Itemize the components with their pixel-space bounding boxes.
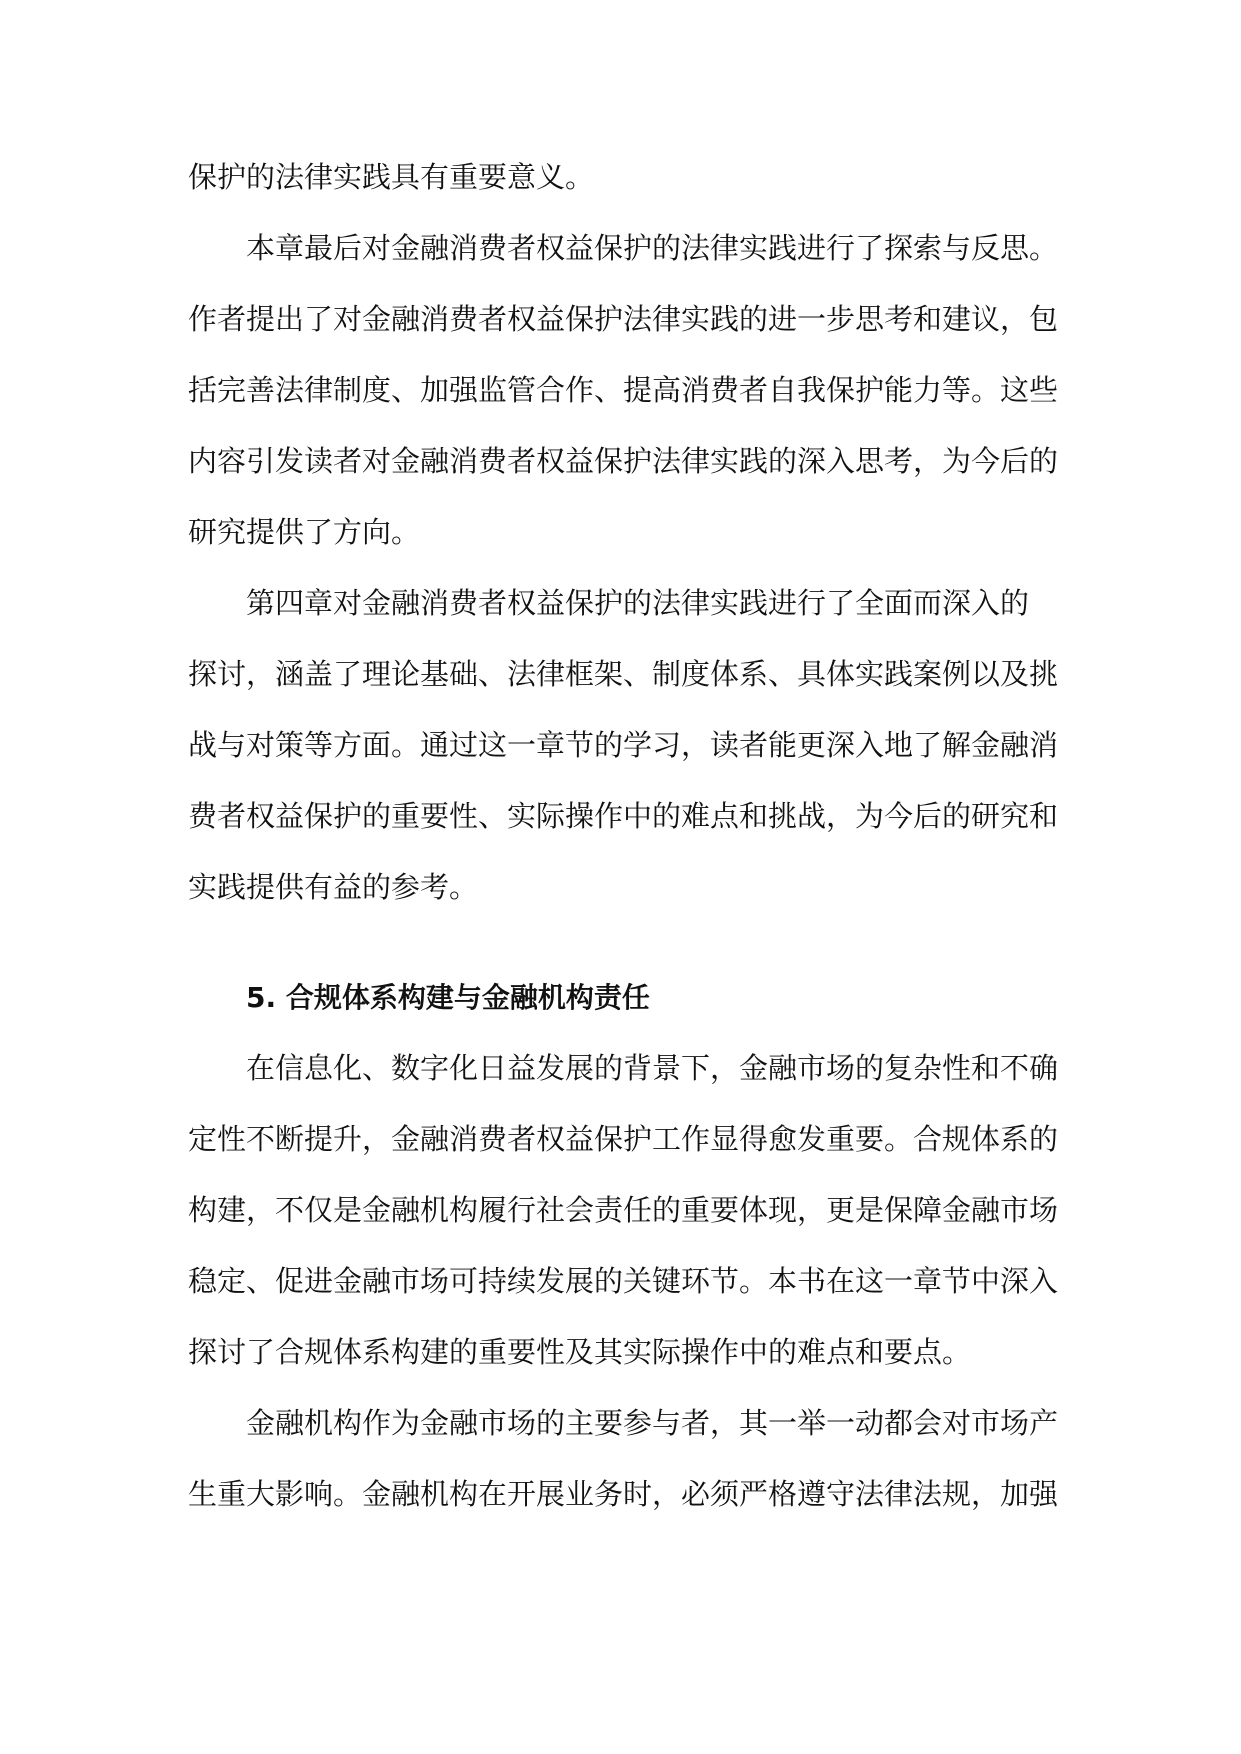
text-line: 金融机构作为金融市场的主要参与者，其一举一动都会对市场产 (246, 1406, 1059, 1440)
text-line: 生重大影响。金融机构在开展业务时，必须严格遵守法律法规，加强 (188, 1477, 1059, 1511)
text-line: 定性不断提升，金融消费者权益保护工作显得愈发重要。合规体系的 (188, 1122, 1059, 1156)
text-line: 探讨了合规体系构建的重要性及其实际操作中的难点和要点。 (188, 1335, 972, 1369)
paragraph-institution-role (188, 1388, 1059, 1530)
text-line: 探讨，涵盖了理论基础、法律框架、制度体系、具体实践案例以及挑 (188, 657, 1059, 691)
text-line: 括完善法律制度、加强监管合作、提高消费者自我保护能力等。这些 (188, 373, 1059, 407)
text-line: 稳定、促进金融市场可持续发展的关键环节。本书在这一章节中深入 (188, 1264, 1059, 1298)
text-line: 本章最后对金融消费者权益保护的法律实践进行了探索与反思。 (246, 231, 1059, 265)
text-line: 实践提供有益的参考。 (188, 870, 479, 904)
paragraph-continuation (188, 142, 1056, 213)
document-body (188, 142, 1059, 1530)
section-spacer (188, 923, 1056, 962)
text-line: 在信息化、数字化日益发展的背景下，金融市场的复杂性和不确 (246, 1051, 1059, 1085)
text-line: 构建，不仅是金融机构履行社会责任的重要体现，更是保障金融市场 (188, 1193, 1059, 1227)
text-line: 研究提供了方向。 (188, 515, 421, 549)
text-line: 战与对策等方面。通过这一章节的学习，读者能更深入地了解金融消 (188, 728, 1059, 762)
paragraph-chapter-summary (188, 568, 1059, 923)
text-line: 内容引发读者对金融消费者权益保护法律实践的深入思考，为今后的 (188, 444, 1059, 478)
text-line: 第四章对金融消费者权益保护的法律实践进行了全面而深入的 (246, 586, 1030, 620)
section-heading: 5. 合规体系构建与金融机构责任 (246, 981, 650, 1014)
paragraph-chapter-reflection (188, 213, 1059, 568)
text-line: 保护的法律实践具有重要意义。 (188, 160, 595, 194)
paragraph-compliance-intro (188, 1033, 1059, 1388)
text-line: 费者权益保护的重要性、实际操作中的难点和挑战，为今后的研究和 (188, 799, 1059, 833)
text-line: 作者提出了对金融消费者权益保护法律实践的进一步思考和建议，包 (188, 302, 1059, 336)
